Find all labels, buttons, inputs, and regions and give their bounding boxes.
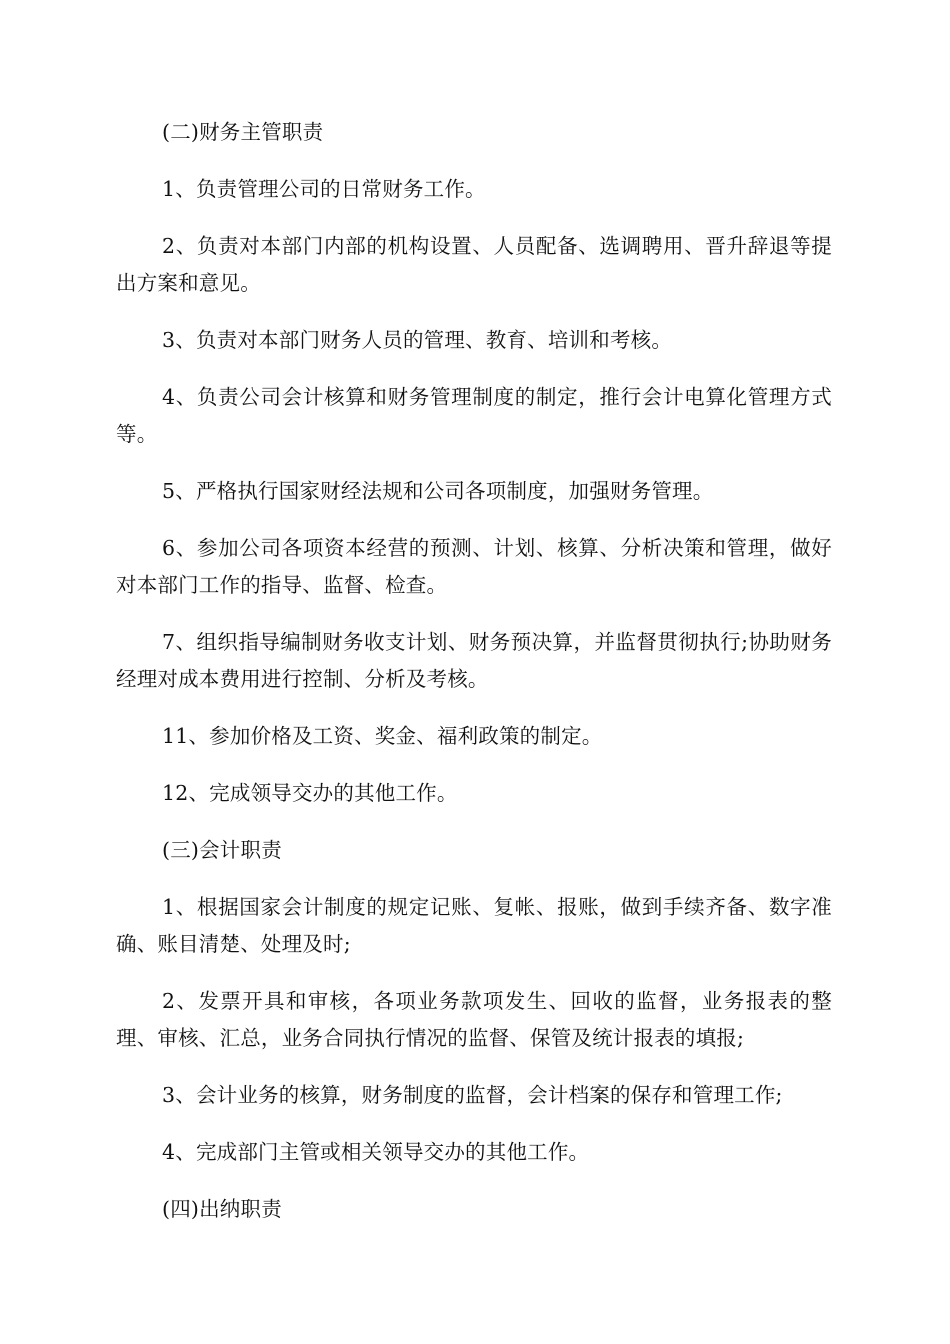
paragraph-item: 12、完成领导交办的其他工作。 [162, 781, 458, 805]
paragraph-item: 3、会计业务的核算，财务制度的监督，会计档案的保存和管理工作; [162, 1083, 783, 1107]
paragraph-item: 11、参加价格及工资、奖金、福利政策的制定。 [162, 724, 603, 748]
section-heading-finance-supervisor: (二)财务主管职责 [162, 120, 324, 144]
paragraph-item: 7、组织指导编制财务收支计划、财务预决算，并监督贯彻执行;协助财务经理对成本费用进行控制、分析及考核。 [116, 630, 832, 691]
document-body [116, 114, 832, 1248]
paragraph-item: 2、发票开具和审核，各项业务款项发生、回收的监督，业务报表的整理、审核、汇总，业务合同执行情况的监督、保管及统计报表的填报; [116, 989, 832, 1050]
paragraph-item: 4、完成部门主管或相关领导交办的其他工作。 [162, 1140, 590, 1164]
section-heading-cashier: (四)出纳职责 [162, 1197, 282, 1221]
paragraph-item: 2、负责对本部门内部的机构设置、人员配备、选调聘用、晋升辞退等提出方案和意见。 [116, 234, 832, 295]
paragraph-item: 6、参加公司各项资本经营的预测、计划、核算、分析决策和管理，做好对本部门工作的指导、监督、检查。 [116, 536, 832, 597]
section-heading-accountant: (三)会计职责 [162, 838, 282, 862]
paragraph-item: 1、根据国家会计制度的规定记账、复帐、报账，做到手续齐备、数字准确、账目清楚、处理及时; [116, 895, 832, 956]
paragraph-item: 1、负责管理公司的日常财务工作。 [162, 177, 486, 201]
paragraph-item: 5、严格执行国家财经法规和公司各项制度，加强财务管理。 [162, 479, 714, 503]
paragraph-item: 3、负责对本部门财务人员的管理、教育、培训和考核。 [162, 328, 673, 352]
paragraph-item: 4、负责公司会计核算和财务管理制度的制定，推行会计电算化管理方式等。 [116, 385, 832, 446]
